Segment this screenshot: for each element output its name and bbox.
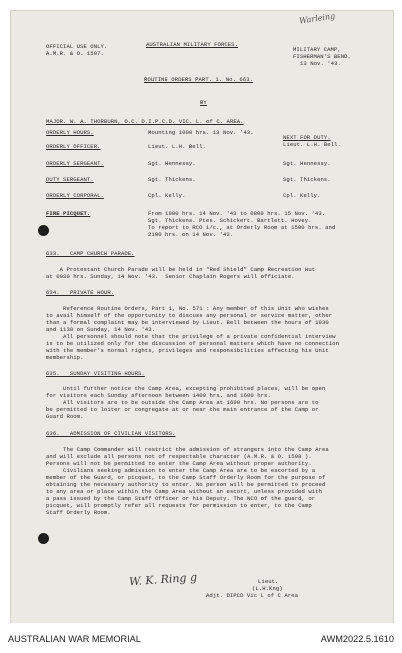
document-date: 13 Nov. '43.: [300, 60, 341, 67]
section-633-line: at 0930 hrs. Sunday, 14 Nov. '43. Senior Chaplain Rogers will officiate.: [46, 273, 295, 280]
fire-picquet-line: To report to RCO 1/c., at Orderly Room at 1500 hrs. and: [148, 224, 336, 231]
section-636-line: and will exclude all persons not of respectable character (A.M.R. & O. 1508 ).: [46, 453, 312, 460]
section-635-line: for visitors each Sunday afternoon between 1400 hrs. and 1600 hrs.: [46, 392, 271, 399]
next-for-duty-heading: NEXT FOR DUTY.: [283, 134, 331, 141]
section-634-line: than a formal complaint may be interviewed by Lieut. Bell between the hours of 1030: [46, 319, 329, 326]
section-635-line: be permitted to loiter or congregate at or near the main entrance of the Camp or: [46, 406, 319, 413]
section-636-heading: 636. ADMISSION OF CIVILIAN VISITORS.: [46, 430, 176, 437]
section-636-line: to any area or place within the Camp Area without an escort, unless provided with: [46, 488, 322, 495]
location-line-1: MILITARY CAMP,: [293, 46, 341, 53]
section-634-heading: 634. PRIVATE HOUR.: [46, 289, 115, 296]
duty-next: Sgt. Hennessy.: [283, 160, 331, 167]
duty-current: Sgt. Hennessy.: [148, 160, 196, 167]
section-634-line: and 1130 on Sunday, 14 Nov. '43.: [46, 326, 156, 333]
duty-next: Cpl. Kelly.: [283, 192, 321, 199]
signature-rank: Lieut.: [258, 578, 279, 585]
fire-picquet-line: From 1000 hrs. 14 Nov. '43 to 0800 hrs. 15 Nov. '43.: [148, 210, 326, 217]
section-636-line: picquet, will promptly refer all requests for permission to enter, to the Camp: [46, 502, 312, 509]
section-634-line: Reference Routine Orders, Part 1, No. 571 : Any member of this Unit who wishes: [46, 305, 329, 312]
duty-label: ORDERLY OFFICER.: [46, 143, 101, 150]
fire-picquet-line: 2100 hrs. on 14 Nov. '43.: [148, 231, 234, 238]
duty-label: ORDERLY SERGEANT.: [46, 160, 104, 167]
section-636-line: Staff Orderly Room.: [46, 509, 111, 516]
security-reference: A.M.R. & O. 1507.: [46, 50, 104, 57]
signature-name: (L.H.Kng): [252, 585, 283, 592]
section-635-line: Until further notice the Camp Area, excepting prohibited places, will be open: [46, 385, 326, 392]
section-636-line: The Camp Commander will restrict the admission of strangers into the Camp Area: [46, 446, 329, 453]
section-636-line: Persons will not be permitted to enter the Camp Area without proper authority.: [46, 460, 312, 467]
section-635-line: Guard Room.: [46, 413, 84, 420]
duty-current: Sgt. Thickens.: [148, 176, 196, 183]
section-633-heading: 633. CAMP CHURCH PARADE.: [46, 250, 135, 257]
security-classification: OFFICIAL USE ONLY.: [46, 43, 108, 50]
section-634-line: to avail himself of the opportunity to discuss any personal or service matter, other: [46, 312, 333, 319]
duty-current: Mounting 1000 hrs. 13 Nov. '43.: [148, 129, 254, 136]
signature-title: Adjt. DIPCD Vic L of C Area: [206, 592, 298, 599]
location-line-2: FISHERMAN'S BEND.: [293, 53, 351, 60]
document-page: [10, 10, 394, 625]
section-634-line: All personnel should note that the privilege of a private confidential interview: [46, 333, 336, 340]
section-633-line: A Protestant Church Parade will be held in "Red Shield" Camp Recreation Hut: [46, 266, 316, 273]
footer-accession-number: AWM2022.5.1610: [320, 634, 394, 644]
section-636-line: a pass issued by the Camp Staff Officer or his Deputy. The NCO of the guard, or: [46, 495, 316, 502]
handwritten-annotation: Warleing: [298, 11, 336, 26]
fire-picquet-line: Sgt. Thickens. Ptes. Schickert. Bartlett. Hovey.: [148, 217, 312, 224]
duty-label: ORDERLY HOURS.: [46, 129, 94, 136]
fire-picquet-label: FIRE PICQUET.: [46, 210, 91, 217]
punch-hole: [38, 225, 49, 236]
duty-label: ORDERLY CORPORAL.: [46, 192, 104, 199]
duty-current: Lieut. L.H. Bell.: [148, 143, 206, 150]
orders-by: BY: [200, 99, 207, 106]
section-636-line: member of the Guard, or picquet, to the Camp Staff Orderly Room for the purpose of: [46, 474, 326, 481]
section-636-line: Civilians seeking admission to enter the Camp Area are to be escorted by a: [46, 467, 316, 474]
orders-title: ROUTINE ORDERS PART. 1. No. 663.: [144, 76, 254, 83]
duty-next: Sgt. Thickens.: [283, 176, 331, 183]
section-635-heading: 635. SUNDAY VISITING HOURS.: [46, 370, 145, 377]
issuing-officer: MAJOR. W. A. THORBURN, O.C. D.I.P.C.D. VIC. L. of C. AREA.: [46, 118, 244, 125]
section-636-line: obtaining the necessary authority to enter. No person will be permitted to proceed: [46, 481, 326, 488]
section-635-line: All visitors are to be outside the Camp Area at 1600 hrs. No persons are to: [46, 399, 319, 406]
header-title: AUSTRALIAN MILITARY FORCES.: [146, 41, 238, 48]
signature: W. K. Ring g: [128, 570, 198, 589]
duty-next: Lieut. L.H. Bell.: [283, 141, 341, 148]
section-634-line: is to be utilized only for the discussion of personal matters which have no connection: [46, 340, 339, 347]
archive-footer: [0, 623, 402, 653]
section-634-line: membership.: [46, 354, 84, 361]
footer-institution: AUSTRALIAN WAR MEMORIAL: [8, 634, 141, 644]
section-634-line: with the member's normal rights, privileges and responsibilities affecting his Unit: [46, 347, 329, 354]
punch-hole: [38, 533, 49, 544]
duty-label: DUTY SERGEANT.: [46, 176, 94, 183]
duty-current: Cpl. Kelly.: [148, 192, 186, 199]
